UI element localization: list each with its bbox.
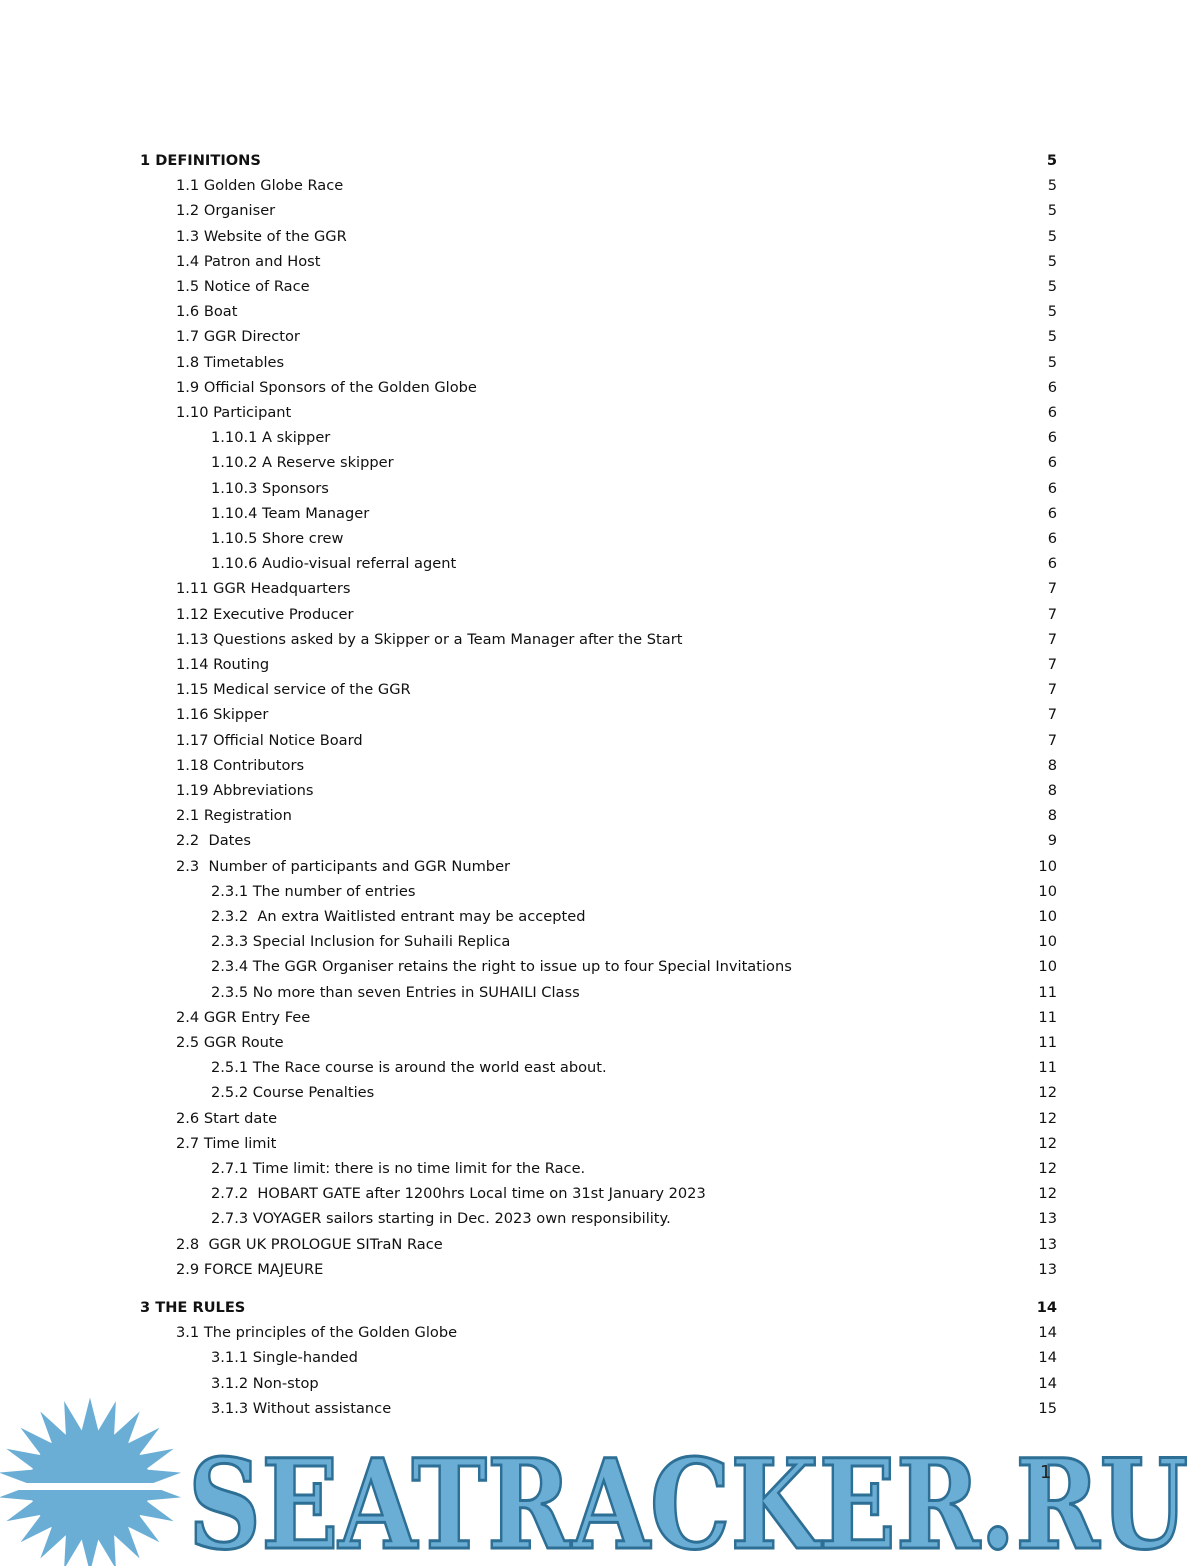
- toc-entry-page: 6: [1047, 530, 1057, 547]
- toc-entry-title: 1.15 Medical service of the GGR: [176, 681, 411, 699]
- toc-entry[interactable]: [176, 753, 1057, 778]
- toc-entry-page: 10: [1038, 908, 1057, 925]
- toc-entry-title: 3.1.1 Single-handed: [211, 1349, 358, 1367]
- toc-entry-page: 12: [1038, 1185, 1057, 1203]
- toc-entry[interactable]: [211, 980, 1057, 1005]
- toc-entry[interactable]: [211, 1396, 1057, 1421]
- toc-entry[interactable]: [176, 576, 1057, 601]
- toc-entry[interactable]: [176, 1030, 1057, 1055]
- toc-entry[interactable]: [176, 702, 1057, 727]
- toc-entry[interactable]: [176, 274, 1057, 299]
- toc-entry-title: 1.9 Official Sponsors of the Golden Globe: [176, 378, 477, 396]
- toc-entry-title: 3.1.3 Without assistance: [211, 1399, 392, 1417]
- toc-entry-page: 6: [1047, 504, 1057, 522]
- toc-entry[interactable]: [211, 954, 1057, 979]
- toc-entry-title: 2.3.4 The GGR Organiser retains the right to issue up to four Special Invitations: [211, 958, 792, 976]
- toc-entry-page: 5: [1047, 328, 1057, 346]
- toc-entry[interactable]: [211, 1206, 1057, 1231]
- toc-entry-page: 12: [1038, 1109, 1057, 1127]
- toc-entry[interactable]: [176, 728, 1057, 753]
- toc-entry[interactable]: [176, 1106, 1057, 1131]
- toc-entry-title: 2.7.2 HOBART GATE after 1200hrs Local time on 31st January 2023: [211, 1185, 706, 1203]
- toc-entry[interactable]: [176, 324, 1057, 349]
- toc-entry-title: 1.19 Abbreviations: [176, 782, 314, 799]
- toc-entry[interactable]: [176, 1257, 1057, 1282]
- toc-entry-page: 10: [1038, 882, 1057, 900]
- toc-entry-page: 5: [1047, 303, 1057, 321]
- toc-entry-title: 2.2 Dates: [176, 832, 251, 850]
- toc-entry[interactable]: [211, 1371, 1057, 1396]
- toc-entry[interactable]: [211, 904, 1057, 929]
- toc-entry-page: 8: [1047, 807, 1057, 825]
- toc-entry[interactable]: [211, 1055, 1057, 1080]
- toc-entry[interactable]: [176, 224, 1057, 249]
- toc-entry-page: 12: [1038, 1084, 1057, 1102]
- toc-entry-title: 1.17 Official Notice Board: [176, 731, 363, 749]
- toc-entry-title: 1.7 GGR Director: [176, 328, 300, 346]
- toc-entry-page: 7: [1047, 630, 1057, 648]
- toc-entry-page: 13: [1038, 1235, 1057, 1253]
- toc-entry[interactable]: [176, 173, 1057, 198]
- toc-entry-title: 1.8 Timetables: [176, 353, 285, 371]
- toc-entry-page: 5: [1047, 227, 1057, 245]
- toc-entry-title: 2.3 Number of participants and GGR Number: [176, 857, 511, 875]
- toc-entry-page: 8: [1047, 756, 1057, 774]
- toc-entry-page: 10: [1038, 933, 1057, 951]
- toc-entry[interactable]: [211, 425, 1057, 450]
- toc-entry-page: 11: [1038, 1008, 1057, 1026]
- toc-entry-page: 6: [1047, 429, 1057, 447]
- toc-entry[interactable]: [211, 1156, 1057, 1181]
- toc-entry-title: 1.4 Patron and Host: [176, 252, 321, 270]
- toc-entry[interactable]: [211, 476, 1057, 501]
- toc-entry[interactable]: [176, 375, 1057, 400]
- toc-entry-page: 12: [1038, 1134, 1057, 1152]
- toc-entry-page: 13: [1038, 1260, 1057, 1278]
- toc-entry-title: 1 DEFINITIONS: [140, 152, 261, 169]
- toc-entry-page: 5: [1047, 252, 1057, 270]
- toc-entry[interactable]: [211, 1345, 1057, 1370]
- toc-entry-title: 1.10 Participant: [176, 404, 292, 421]
- toc-entry[interactable]: [211, 501, 1057, 526]
- toc-entry[interactable]: [211, 929, 1057, 954]
- toc-entry[interactable]: [176, 400, 1057, 425]
- toc-entry-title: 1.10.2 A Reserve skipper: [211, 454, 394, 472]
- toc-entry[interactable]: [211, 450, 1057, 475]
- toc-entry-page: 5: [1047, 353, 1057, 371]
- toc-entry-page: 11: [1038, 983, 1057, 1001]
- toc-entry[interactable]: [176, 299, 1057, 324]
- toc-entry-title: 2.5.2 Course Penalties: [211, 1084, 375, 1102]
- toc-entry-title: 1.10.6 Audio-visual referral agent: [211, 555, 457, 573]
- toc-entry-page: 7: [1047, 580, 1057, 598]
- toc-entry[interactable]: [176, 652, 1057, 677]
- toc-entry-title: 1.10.4 Team Manager: [211, 504, 370, 522]
- toc-entry-title: 3.1.2 Non-stop: [211, 1374, 319, 1392]
- toc-entry-title: 2.3.3 Special Inclusion for Suhaili Replica: [211, 933, 511, 951]
- toc-entry-title: 2.9 FORCE MAJEURE: [176, 1260, 324, 1278]
- toc-entry-page: 7: [1047, 681, 1057, 699]
- toc-entry-title: 2.3.2 An extra Waitlisted entrant may be accepted: [211, 908, 586, 925]
- toc-entry[interactable]: [176, 1005, 1057, 1030]
- toc-entry-title: 1.10.1 A skipper: [211, 429, 331, 447]
- toc-entry-page: 11: [1038, 1034, 1057, 1051]
- toc-entry-title: 1.10.5 Shore crew: [211, 530, 344, 547]
- toc-entry-page: 15: [1038, 1399, 1057, 1417]
- toc-entry-title: 2.7.3 VOYAGER sailors starting in Dec. 2023 own responsibility.: [211, 1210, 671, 1228]
- toc-entry-title: 2.5.1 The Race course is around the world east about.: [211, 1059, 607, 1077]
- sun-logo-icon: [0, 1398, 181, 1566]
- page-number: 1: [1040, 1462, 1052, 1483]
- toc-entry-title: 2.7 Time limit: [176, 1134, 277, 1152]
- toc-entry[interactable]: [176, 198, 1057, 223]
- toc-entry[interactable]: [176, 778, 1057, 803]
- watermark-text: SEATRACKER.RU: [188, 1433, 1188, 1566]
- toc-entry-page: 11: [1038, 1059, 1057, 1077]
- toc-entry-title: 2.4 GGR Entry Fee: [176, 1008, 311, 1026]
- toc-entry-title: 1.12 Executive Producer: [176, 605, 354, 623]
- toc-entry[interactable]: [176, 854, 1057, 879]
- toc-entry-title: 1.14 Routing: [176, 656, 270, 673]
- toc-entry-title: 3.1 The principles of the Golden Globe: [176, 1324, 458, 1342]
- toc-entry-title: 1.16 Skipper: [176, 706, 269, 724]
- toc-entry-title: 2.6 Start date: [176, 1109, 278, 1127]
- toc-entry[interactable]: [211, 1181, 1057, 1206]
- toc-section-heading[interactable]: [140, 148, 1057, 173]
- toc-entry-page: 13: [1038, 1210, 1057, 1228]
- toc-entry-page: 8: [1047, 782, 1057, 799]
- toc-entry-title: 2.5 GGR Route: [176, 1034, 284, 1051]
- toc-entry-title: 1.2 Organiser: [176, 202, 276, 220]
- toc-entry-title: 2.3.1 The number of entries: [211, 882, 416, 900]
- toc-entry-title: 1.11 GGR Headquarters: [176, 580, 351, 598]
- toc-entry-title: 1.3 Website of the GGR: [176, 227, 347, 245]
- toc-entry[interactable]: [176, 602, 1057, 627]
- toc-entry-page: 5: [1047, 202, 1057, 220]
- toc-entry[interactable]: [176, 828, 1057, 853]
- toc-entry-page: 7: [1047, 605, 1057, 623]
- toc-entry-page: 10: [1038, 958, 1057, 976]
- toc-entry-title: 1.13 Questions asked by a Skipper or a Team Manager after the Start: [176, 630, 683, 648]
- toc-entry[interactable]: [176, 627, 1057, 652]
- toc-entry-title: 2.1 Registration: [176, 807, 292, 825]
- toc-entry[interactable]: [211, 526, 1057, 551]
- toc-entry[interactable]: [176, 1131, 1057, 1156]
- toc-entry-page: 14: [1038, 1349, 1057, 1367]
- toc-entry[interactable]: [176, 1232, 1057, 1257]
- toc-entry-title: 2.7.1 Time limit: there is no time limit for the Race.: [211, 1160, 586, 1177]
- toc-entry-page: 6: [1047, 555, 1057, 573]
- toc-entry-title: 1.6 Boat: [176, 303, 238, 321]
- toc-entry-page: 9: [1047, 832, 1057, 850]
- toc-entry-page: 5: [1046, 152, 1057, 169]
- toc-entry-page: 7: [1047, 706, 1057, 724]
- toc-entry-page: 6: [1047, 454, 1057, 472]
- toc-entry-title: 1.10.3 Sponsors: [211, 479, 329, 497]
- toc-entry-page: 10: [1038, 857, 1057, 875]
- toc-entry-page: 14: [1036, 1299, 1057, 1316]
- toc-entry-title: 1.1 Golden Globe Race: [176, 177, 344, 195]
- toc-entry-page: 5: [1047, 278, 1057, 295]
- toc-entry-page: 6: [1047, 479, 1057, 497]
- toc-entry-page: 12: [1038, 1160, 1057, 1177]
- toc-entry-page: 6: [1047, 404, 1057, 421]
- toc-entry-page: 7: [1047, 656, 1057, 673]
- toc-entry-page: 14: [1038, 1324, 1057, 1342]
- toc-entry-title: 2.3.5 No more than seven Entries in SUHAILI Class: [211, 983, 580, 1001]
- toc-entry[interactable]: [176, 1320, 1057, 1345]
- toc-entry[interactable]: [176, 803, 1057, 828]
- toc-entry-page: 6: [1047, 378, 1057, 396]
- toc-entry[interactable]: [211, 551, 1057, 576]
- toc-entry-title: 1.5 Notice of Race: [176, 278, 310, 295]
- toc-entry[interactable]: [176, 677, 1057, 702]
- toc-entry-page: 7: [1047, 731, 1057, 749]
- toc-section-heading[interactable]: [140, 1295, 1057, 1320]
- toc-entry[interactable]: [211, 1080, 1057, 1105]
- toc-entry-page: 5: [1047, 177, 1057, 195]
- toc-entry-page: 14: [1038, 1374, 1057, 1392]
- toc-entry-title: 3 THE RULES: [140, 1299, 246, 1316]
- toc-entry[interactable]: [176, 249, 1057, 274]
- toc-entry-title: 1.18 Contributors: [176, 756, 305, 774]
- toc-entry[interactable]: [211, 879, 1057, 904]
- toc-entry[interactable]: [176, 350, 1057, 375]
- toc-entry-title: 2.8 GGR UK PROLOGUE SITraN Race: [176, 1235, 443, 1253]
